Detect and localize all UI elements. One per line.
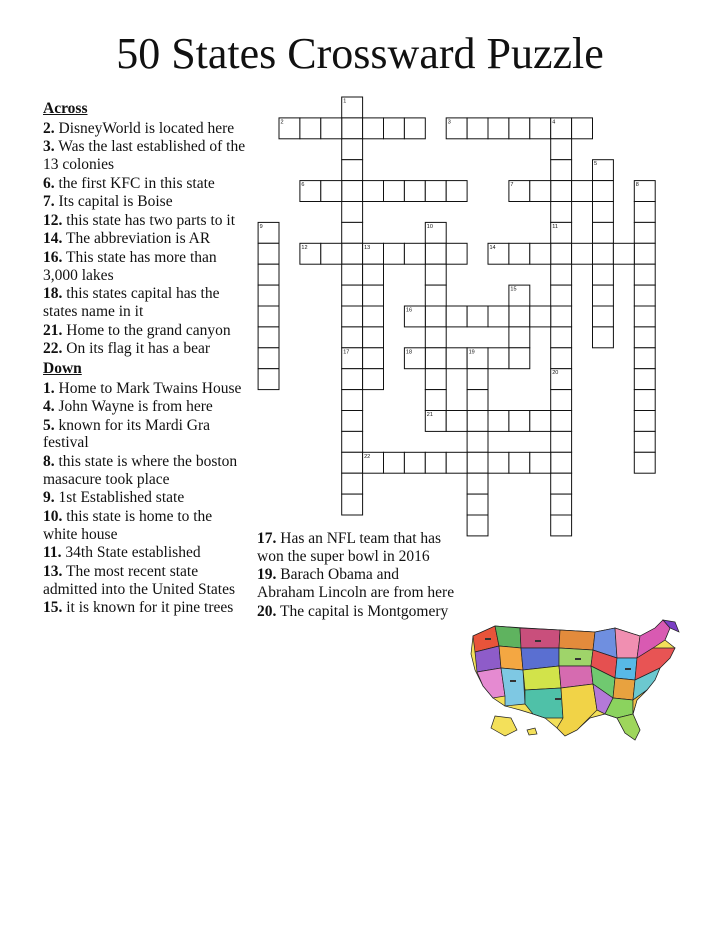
clue-item (257, 530, 457, 565)
grid-cell[interactable] (342, 431, 363, 452)
grid-cell[interactable] (530, 118, 551, 139)
grid-cell[interactable] (634, 264, 655, 285)
clue-item (43, 193, 248, 211)
clue-item (43, 285, 248, 320)
grid-cell[interactable] (363, 369, 384, 390)
grid-cell[interactable] (467, 369, 488, 390)
grid-cell[interactable] (551, 285, 572, 306)
grid-cell[interactable] (488, 411, 509, 432)
grid-cell[interactable] (425, 327, 446, 348)
grid-cell[interactable] (363, 243, 384, 264)
grid-cell[interactable] (342, 139, 363, 160)
grid-cell[interactable] (551, 411, 572, 432)
grid-cell[interactable] (425, 452, 446, 473)
grid-clue-number: 11 (552, 223, 558, 230)
clue-item (43, 380, 248, 398)
clue-text: this state has two parts to it (62, 211, 236, 229)
grid-cell[interactable] (509, 348, 530, 369)
clue-number: 14. (43, 230, 63, 248)
grid-cell[interactable] (342, 369, 363, 390)
clue-number: 21. (43, 321, 63, 339)
grid-cell[interactable] (321, 181, 342, 202)
grid-cell[interactable] (551, 369, 572, 390)
clue-item (43, 417, 248, 452)
grid-cell[interactable] (342, 222, 363, 243)
grid-cell[interactable] (258, 222, 279, 243)
grid-cell[interactable] (467, 494, 488, 515)
grid-clue-number: 21 (426, 412, 433, 418)
grid-cell[interactable] (572, 181, 593, 202)
clue-number: 13. (43, 562, 63, 580)
grid-clue-number: 22 (364, 453, 371, 460)
grid-cell[interactable] (384, 181, 405, 202)
grid-cell[interactable] (342, 285, 363, 306)
grid-cell[interactable] (634, 306, 655, 327)
grid-cell[interactable] (613, 243, 634, 264)
grid-clue-number: 19 (468, 349, 475, 356)
grid-clue-number: 7 (510, 182, 514, 189)
clue-number: 18. (43, 285, 63, 303)
down-clues (43, 380, 248, 617)
grid-cell[interactable] (467, 515, 488, 536)
grid-cell[interactable] (258, 369, 279, 390)
grid-cell[interactable] (634, 285, 655, 306)
grid-cell[interactable] (551, 431, 572, 452)
grid-cell[interactable] (593, 243, 614, 264)
grid-cell[interactable] (342, 160, 363, 181)
grid-cell[interactable] (342, 181, 363, 202)
grid-clue-number: 3 (447, 119, 451, 126)
grid-cell[interactable] (634, 181, 655, 202)
grid-clue-number: 17 (343, 349, 350, 356)
grid-cell[interactable] (384, 118, 405, 139)
grid-clue-number: 4 (552, 119, 556, 126)
grid-cell[interactable] (425, 243, 446, 264)
clue-number: 10. (43, 507, 63, 525)
clue-number: 5. (43, 416, 55, 434)
grid-cell[interactable] (342, 306, 363, 327)
grid-cell[interactable] (342, 327, 363, 348)
grid-cell[interactable] (363, 348, 384, 369)
clue-text: John Wayne is from here (54, 398, 213, 416)
grid-cell[interactable] (530, 243, 551, 264)
clue-number: 16. (43, 248, 63, 266)
grid-cell[interactable] (300, 181, 321, 202)
grid-cell[interactable] (425, 222, 446, 243)
down-heading: Down (43, 359, 82, 377)
grid-cell[interactable] (363, 181, 384, 202)
grid-cell[interactable] (321, 243, 342, 264)
grid-cell[interactable] (488, 306, 509, 327)
clue-item (43, 249, 248, 284)
clue-list-left (43, 98, 248, 618)
grid-cell[interactable] (593, 222, 614, 243)
grid-clue-number: 5 (594, 161, 598, 168)
grid-cell[interactable] (509, 118, 530, 139)
grid-cell[interactable] (363, 452, 384, 473)
grid-cell[interactable] (572, 243, 593, 264)
grid-cell[interactable] (530, 181, 551, 202)
clue-number: 2. (43, 119, 55, 137)
grid-cell[interactable] (551, 264, 572, 285)
clue-item (43, 398, 248, 416)
grid-cell[interactable] (593, 160, 614, 181)
grid-cell[interactable] (530, 411, 551, 432)
grid-cell[interactable] (551, 243, 572, 264)
grid-cell[interactable] (593, 306, 614, 327)
clue-number: 11. (43, 544, 62, 562)
grid-cell[interactable] (551, 202, 572, 223)
grid-cell[interactable] (258, 264, 279, 285)
clue-number: 15. (43, 599, 63, 617)
grid-cell[interactable] (425, 264, 446, 285)
grid-cell[interactable] (279, 118, 300, 139)
clue-text: Home to the grand canyon (62, 321, 231, 339)
grid-cell[interactable] (509, 411, 530, 432)
grid-clue-number: 20 (552, 370, 559, 377)
grid-cell[interactable] (634, 411, 655, 432)
grid-clue-number: 1 (343, 98, 347, 105)
grid-cell[interactable] (467, 452, 488, 473)
grid-cell[interactable] (551, 306, 572, 327)
grid-cell[interactable] (551, 222, 572, 243)
clue-text: 1st Established state (54, 489, 185, 507)
grid-cell[interactable] (300, 243, 321, 264)
grid-cell[interactable] (509, 181, 530, 202)
grid-cell[interactable] (530, 452, 551, 473)
grid-cell[interactable] (634, 222, 655, 243)
grid-cell[interactable] (404, 243, 425, 264)
clue-text: Home to Mark Twains House (54, 379, 242, 397)
clue-text: this state is home to the white house (43, 507, 213, 543)
grid-cell[interactable] (593, 181, 614, 202)
clue-number: 22. (43, 340, 63, 358)
grid-cell[interactable] (425, 181, 446, 202)
grid-cell[interactable] (467, 118, 488, 139)
clue-text: 34th State established (61, 544, 201, 562)
clue-item (43, 230, 248, 248)
clue-item (43, 563, 248, 598)
clue-number: 7. (43, 193, 55, 211)
grid-cell[interactable] (342, 97, 363, 118)
grid-cell[interactable] (488, 452, 509, 473)
grid-cell[interactable] (258, 285, 279, 306)
clue-item (43, 212, 248, 230)
across-clues (43, 120, 248, 358)
clue-item (43, 175, 248, 193)
across-heading: Across (43, 100, 88, 117)
grid-cell[interactable] (551, 473, 572, 494)
clue-number: 9. (43, 489, 55, 507)
grid-cell[interactable] (446, 118, 467, 139)
clue-text: the first KFC in this state (54, 174, 215, 192)
clue-list-right (257, 530, 457, 621)
grid-cell[interactable] (404, 181, 425, 202)
grid-cell[interactable] (258, 348, 279, 369)
grid-cell[interactable] (634, 202, 655, 223)
grid-cell[interactable] (342, 348, 363, 369)
clue-item (43, 489, 248, 507)
grid-cell[interactable] (404, 452, 425, 473)
grid-cell[interactable] (300, 118, 321, 139)
grid-cell[interactable] (425, 369, 446, 390)
clue-number: 19. (257, 566, 277, 584)
grid-cell[interactable] (467, 473, 488, 494)
clue-number: 4. (43, 398, 55, 416)
grid-cell[interactable] (467, 348, 488, 369)
grid-cell[interactable] (446, 348, 467, 369)
grid-cell[interactable] (634, 369, 655, 390)
grid-cell[interactable] (488, 118, 509, 139)
grid-cell[interactable] (446, 181, 467, 202)
grid-clue-number: 12 (301, 244, 308, 251)
grid-cell[interactable] (342, 411, 363, 432)
grid-cell[interactable] (342, 494, 363, 515)
grid-cell[interactable] (258, 306, 279, 327)
grid-cell[interactable] (509, 327, 530, 348)
clue-number: 12. (43, 211, 63, 229)
grid-cell[interactable] (363, 306, 384, 327)
grid-cell[interactable] (634, 452, 655, 473)
grid-cell[interactable] (321, 118, 342, 139)
clue-number: 20. (257, 602, 277, 620)
clue-text: DisneyWorld is located here (54, 119, 235, 137)
grid-clue-number: 6 (301, 182, 305, 189)
grid-cell[interactable] (258, 327, 279, 348)
clue-number: 17. (257, 530, 277, 547)
clue-item (43, 138, 248, 173)
grid-cell[interactable] (446, 452, 467, 473)
grid-cell[interactable] (425, 306, 446, 327)
grid-cell[interactable] (467, 306, 488, 327)
grid-cell[interactable] (634, 327, 655, 348)
grid-cell[interactable] (509, 306, 530, 327)
clue-item (43, 544, 248, 562)
grid-cell[interactable] (258, 243, 279, 264)
clue-text: it is known for it pine trees (62, 599, 234, 617)
grid-clue-number: 13 (364, 244, 371, 251)
clue-number: 6. (43, 174, 55, 192)
grid-cell[interactable] (467, 390, 488, 411)
grid-cell[interactable] (363, 264, 384, 285)
grid-cell[interactable] (404, 306, 425, 327)
grid-cell[interactable] (425, 390, 446, 411)
grid-clue-number: 9 (259, 223, 263, 230)
clue-item (43, 340, 248, 358)
grid-cell[interactable] (425, 285, 446, 306)
grid-clue-number: 8 (635, 182, 639, 189)
grid-cell[interactable] (384, 452, 405, 473)
grid-cell[interactable] (342, 452, 363, 473)
clue-item (43, 508, 248, 543)
grid-cell[interactable] (551, 181, 572, 202)
clue-item (43, 120, 248, 138)
grid-cell[interactable] (467, 431, 488, 452)
grid-cell[interactable] (551, 452, 572, 473)
grid-cell[interactable] (488, 243, 509, 264)
clue-item (43, 453, 248, 488)
grid-clue-number: 2 (280, 119, 284, 126)
grid-cell[interactable] (425, 411, 446, 432)
clue-number: 8. (43, 453, 55, 471)
grid-cell[interactable] (342, 390, 363, 411)
grid-cell[interactable] (342, 202, 363, 223)
grid-cell[interactable] (488, 348, 509, 369)
grid-cell[interactable] (551, 348, 572, 369)
clue-text: known for its Mardi Gra festival (43, 416, 211, 452)
down-clues-continued (257, 530, 457, 620)
grid-cell[interactable] (509, 243, 530, 264)
grid-cell[interactable] (593, 264, 614, 285)
grid-cell[interactable] (551, 327, 572, 348)
clue-number: 1. (43, 379, 55, 397)
grid-cell[interactable] (342, 473, 363, 494)
grid-cell[interactable] (363, 285, 384, 306)
grid-cell[interactable] (572, 118, 593, 139)
grid-cell[interactable] (634, 390, 655, 411)
grid-cell[interactable] (446, 411, 467, 432)
grid-cell[interactable] (384, 243, 405, 264)
grid-cell[interactable] (509, 452, 530, 473)
clue-text: Was the last established of the 13 colonies (43, 138, 246, 173)
grid-cell[interactable] (342, 118, 363, 139)
grid-cell[interactable] (593, 202, 614, 223)
grid-cell[interactable] (446, 306, 467, 327)
clue-number: 3. (43, 138, 55, 156)
grid-cell[interactable] (342, 243, 363, 264)
grid-cell[interactable] (593, 285, 614, 306)
grid-cell[interactable] (551, 118, 572, 139)
grid-cell[interactable] (363, 327, 384, 348)
grid-clue-number: 10 (426, 223, 433, 230)
clue-item (43, 599, 248, 617)
grid-cell[interactable] (551, 494, 572, 515)
usa-map-image (465, 618, 685, 750)
clue-text: The most recent state admitted into the United States (43, 562, 235, 598)
clue-text: Has an NFL team that has won the super bowl in 2016 (257, 530, 442, 565)
clue-text: The abbreviation is AR (62, 230, 211, 248)
clue-text: this state is where the boston masacure took place (43, 453, 238, 488)
grid-cell[interactable] (425, 348, 446, 369)
clue-text: Barach Obama and Abraham Lincoln are from here (257, 566, 455, 601)
grid-clue-number: 16 (405, 307, 413, 314)
grid-cell[interactable] (342, 264, 363, 285)
grid-cell[interactable] (551, 160, 572, 181)
clue-text: Its capital is Boise (54, 193, 173, 211)
clue-text: On its flag it has a bear (62, 340, 211, 358)
grid-cell[interactable] (509, 285, 530, 306)
clue-item (257, 603, 457, 621)
grid-cell[interactable] (551, 390, 572, 411)
grid-clue-number: 18 (405, 349, 413, 356)
page-title: 50 States Crossward Puzzle (116, 29, 604, 78)
grid-clue-number: 15 (510, 286, 517, 293)
grid-cell[interactable] (593, 327, 614, 348)
grid-cell[interactable] (404, 118, 425, 139)
clue-text: The capital is Montgomery (276, 602, 449, 620)
grid-cell[interactable] (467, 411, 488, 432)
grid-cell[interactable] (446, 243, 467, 264)
grid-cell[interactable] (634, 348, 655, 369)
grid-cell[interactable] (363, 118, 384, 139)
clue-item (257, 566, 457, 601)
grid-cell[interactable] (530, 306, 551, 327)
grid-cell[interactable] (551, 515, 572, 536)
grid-cell[interactable] (551, 139, 572, 160)
grid-cell[interactable] (634, 431, 655, 452)
grid-cell[interactable] (404, 348, 425, 369)
clue-text: this states capital has the states name in it (43, 285, 220, 320)
clue-text: This state has more than 3,000 lakes (43, 248, 217, 284)
clue-item (43, 322, 248, 340)
grid-clue-number: 14 (489, 244, 496, 251)
grid-cell[interactable] (634, 243, 655, 264)
